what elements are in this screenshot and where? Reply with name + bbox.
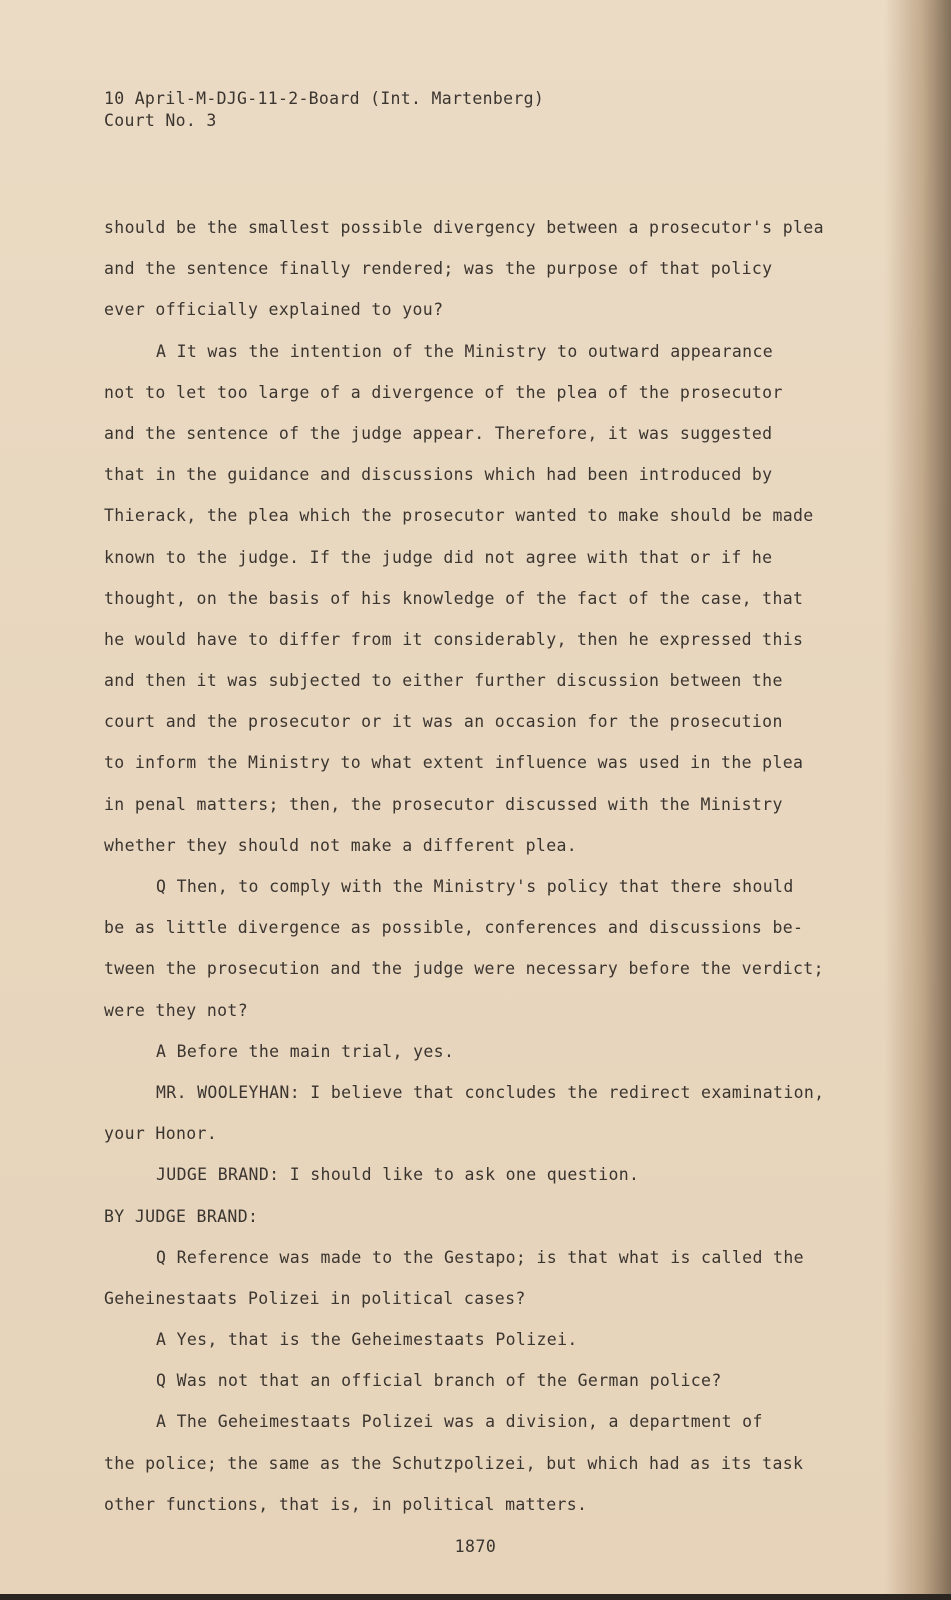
transcript-line: A The Geheimestaats Polizei was a division, a department of	[156, 1412, 763, 1432]
transcript-line: Q Then, to comply with the Ministry's policy that there should	[156, 877, 794, 896]
transcript-line: court and the prosecutor or it was an occasion for the prosecution	[104, 712, 783, 732]
transcript-line: in penal matters; then, the prosecutor discussed with the Ministry	[104, 794, 783, 814]
transcript-line: that in the guidance and discussions which had been introduced by	[104, 465, 773, 485]
transcript-line: A It was the intention of the Ministry to outward appearance	[156, 341, 774, 361]
header-line-2: Court No. 3	[104, 111, 217, 130]
transcript-line: Geheinestaats Polizei in political cases?	[104, 1288, 526, 1308]
transcript-line: to inform the Ministry to what extent influence was used in the plea	[104, 753, 804, 773]
transcript-line: ever officially explained to you?	[104, 300, 444, 320]
transcript-line: whether they should not make a different plea.	[104, 835, 578, 855]
transcript-line: not to let too large of a divergence of the plea of the prosecutor	[104, 382, 783, 402]
transcript-line: A Yes, that is the Geheimestaats Polizei.	[156, 1330, 578, 1350]
header-line-1: 10 April-M-DJG-11-2-Board (Int. Martenberg)	[104, 89, 545, 108]
transcript-line: the police; the same as the Schutzpolizei, but which had as its task	[104, 1453, 804, 1473]
transcript-line: known to the judge. If the judge did not agree with that or if he	[104, 547, 773, 567]
transcript-line: tween the prosecution and the judge were necessary before the verdict;	[104, 959, 824, 979]
transcript-line: your Honor.	[104, 1124, 218, 1144]
transcript-line: he would have to differ from it considerably, then he expressed this	[104, 629, 804, 649]
transcript-line: and the sentence of the judge appear. Therefore, it was suggested	[104, 423, 773, 443]
transcript-line: other functions, that is, in political matters.	[104, 1494, 588, 1514]
transcript-line: Q Was not that an official branch of the German police?	[156, 1371, 722, 1391]
transcript-body	[104, 207, 844, 1525]
document-header	[104, 88, 544, 132]
transcript-line: A Before the main trial, yes.	[156, 1041, 455, 1061]
transcript-line: BY JUDGE BRAND:	[104, 1206, 259, 1226]
transcript-line: be as little divergence as possible, conferences and discussions be-	[104, 918, 804, 938]
transcript-line: and then it was subjected to either further discussion between the	[104, 671, 783, 691]
transcript-line: thought, on the basis of his knowledge of the fact of the case, that	[104, 588, 804, 608]
transcript-line: Q Reference was made to the Gestapo; is that what is called the	[156, 1247, 804, 1267]
transcript-line: Thierack, the plea which the prosecutor wanted to make should be made	[104, 506, 814, 526]
transcript-line: were they not?	[104, 1000, 248, 1020]
transcript-line: and the sentence finally rendered; was the purpose of that policy	[104, 259, 773, 279]
transcript-line: MR. WOOLEYHAN: I believe that concludes the redirect examination,	[156, 1082, 825, 1102]
transcript-line: should be the smallest possible divergency between a prosecutor's plea	[104, 218, 824, 237]
transcript-line: JUDGE BRAND: I should like to ask one question.	[156, 1165, 640, 1185]
page-number: 1870	[454, 1537, 497, 1556]
